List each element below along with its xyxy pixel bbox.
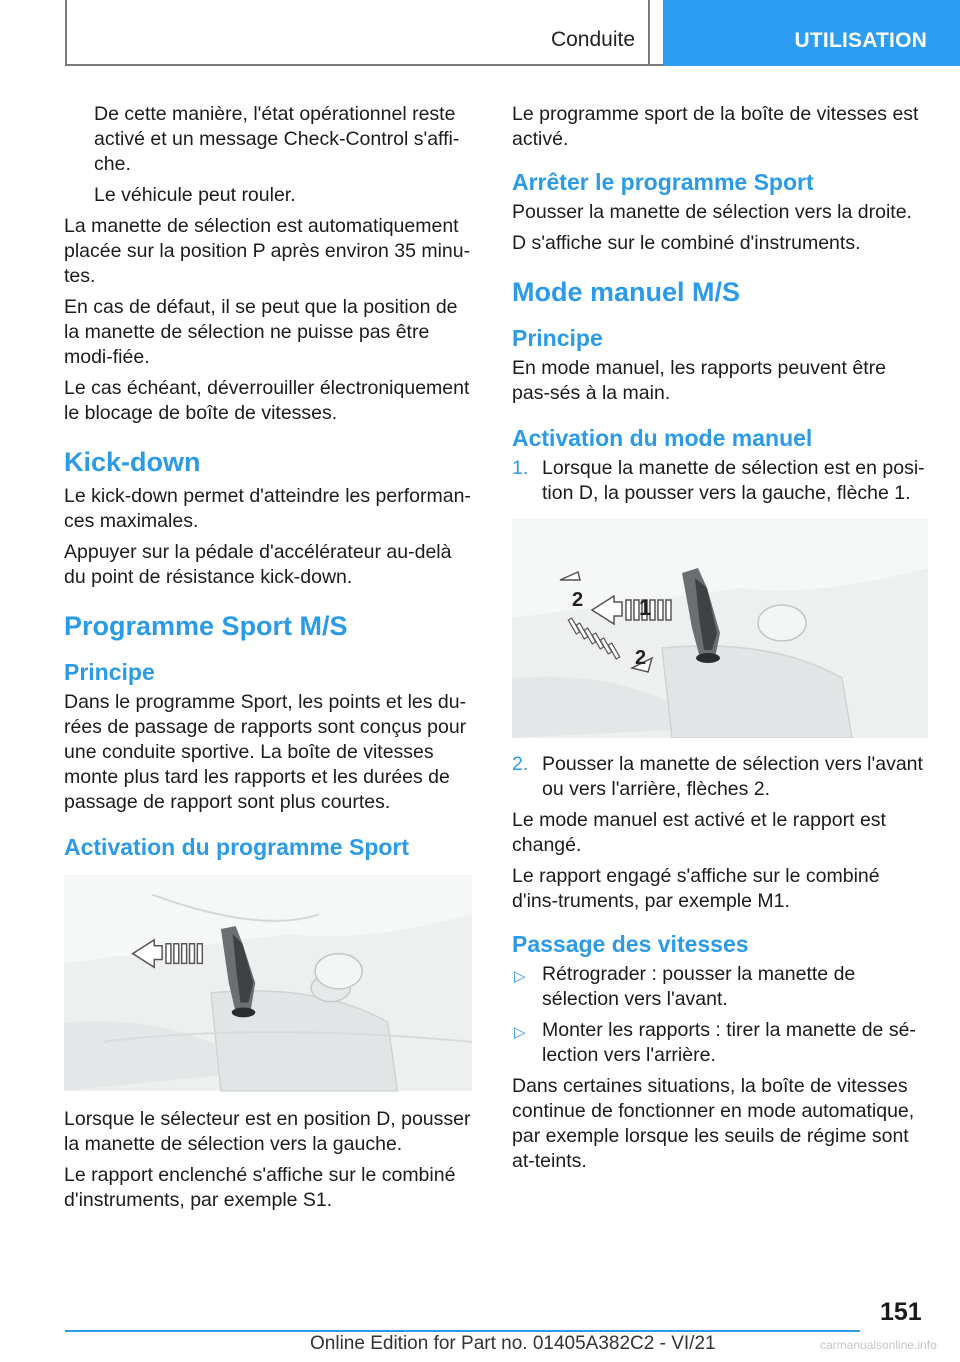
heading-gear-shifting: Passage des vitesses — [512, 931, 749, 957]
gear-selector-illustration-sport — [64, 873, 472, 1093]
list-item — [512, 1018, 928, 1068]
heading-principe: Principe — [64, 659, 155, 685]
figure-label-2: 2 — [572, 589, 584, 611]
paragraph: Le véhicule peut rouler. — [94, 184, 296, 206]
list-item — [512, 456, 928, 506]
paragraph: Le programme sport de la boîte de vitesses est activé. — [512, 103, 919, 150]
paragraph: Dans le programme Sport, les points et les du-rées de passage de rapports sont conçus pour une conduite sportive. La boîte de vitesses monte plus tard les rapports et les durées de passage de rapport sont plus courtes. — [64, 691, 467, 813]
heading-kickdown: Kick-down — [64, 447, 201, 477]
paragraph: Le rapport engagé s'affiche sur le combiné d'ins-truments, par exemple M1. — [512, 865, 880, 912]
heading-sport-program: Programme Sport M/S — [64, 611, 348, 641]
step-text: Lorsque la manette de sélection est en posi-tion D, la pousser vers la gauche, flèche 1. — [542, 457, 925, 504]
triangle-bullet-icon: ▷ — [514, 968, 526, 985]
paragraph: Lorsque le sélecteur est en position D, pousser la manette de sélection vers la gauche. — [64, 1108, 471, 1155]
watermark: carmanualsonline.info — [820, 1338, 937, 1352]
paragraph: En cas de défaut, il se peut que la position de la manette de sélection ne puisse pas être modi-fiée. — [64, 296, 458, 368]
paragraph: Le cas échéant, déverrouiller électroniquement le blocage de boîte de vitesses. — [64, 377, 470, 424]
paragraph: La manette de sélection est automatiquement placée sur la position P après environ 35 minu-tes. — [64, 215, 471, 287]
bullet-text: Rétrograder : pousser la manette de sélection vers l'avant. — [542, 963, 856, 1010]
paragraph: De cette manière, l'état opérationnel reste activé et un message Check-Control s'affi-che. — [94, 103, 460, 175]
page-number: 151 — [880, 1298, 922, 1326]
footer-rule — [65, 1330, 860, 1332]
heading-activation-sport: Activation du programme Sport — [64, 834, 410, 860]
paragraph: Dans certaines situations, la boîte de vitesses continue de fonctionner en mode automatique, par exemple lorsque les seuils de régime sont at-teints. — [512, 1075, 915, 1172]
footer-edition: Online Edition for Part no. 01405A382C2 - VI/21 — [310, 1333, 716, 1354]
step-text: Pousser la manette de sélection vers l'avant ou vers l'arrière, flèches 2. — [542, 753, 923, 800]
triangle-bullet-icon: ▷ — [514, 1024, 526, 1041]
paragraph: En mode manuel, les rapports peuvent être pas-sés à la main. — [512, 357, 886, 404]
paragraph: Le kick-down permet d'atteindre les performan-ces maximales. — [64, 485, 471, 532]
header-chapter-tab: UTILISATION — [663, 0, 960, 66]
heading-activation-manual: Activation du mode manuel — [512, 425, 813, 451]
bullet-text: Monter les rapports : tirer la manette de sé-lection vers l'arrière. — [542, 1019, 916, 1066]
paragraph: D s'affiche sur le combiné d'instruments. — [512, 232, 861, 254]
heading-stop-sport: Arrêter le programme Sport — [512, 169, 814, 195]
header-section-title: Conduite — [550, 28, 635, 51]
left-column — [64, 102, 472, 1219]
heading-principe: Principe — [512, 325, 603, 351]
gear-selector-illustration-manual — [512, 518, 928, 738]
paragraph: Le rapport enclenché s'affiche sur le combiné d'instruments, par exemple S1. — [64, 1164, 456, 1211]
list-item — [512, 752, 928, 802]
list-item — [512, 962, 928, 1012]
heading-manual-mode: Mode manuel M/S — [512, 277, 741, 307]
paragraph: Appuyer sur la pédale d'accélérateur au-delà du point de résistance kick-down. — [64, 541, 452, 588]
step-number: 1. — [512, 457, 529, 479]
paragraph: Pousser la manette de sélection vers la droite. — [512, 201, 912, 223]
right-column — [512, 102, 928, 1180]
figure-label-1: 1 — [639, 595, 652, 620]
figure-label-2: 2 — [635, 647, 647, 669]
step-number: 2. — [512, 753, 529, 775]
paragraph: Le mode manuel est activé et le rapport est changé. — [512, 809, 886, 856]
